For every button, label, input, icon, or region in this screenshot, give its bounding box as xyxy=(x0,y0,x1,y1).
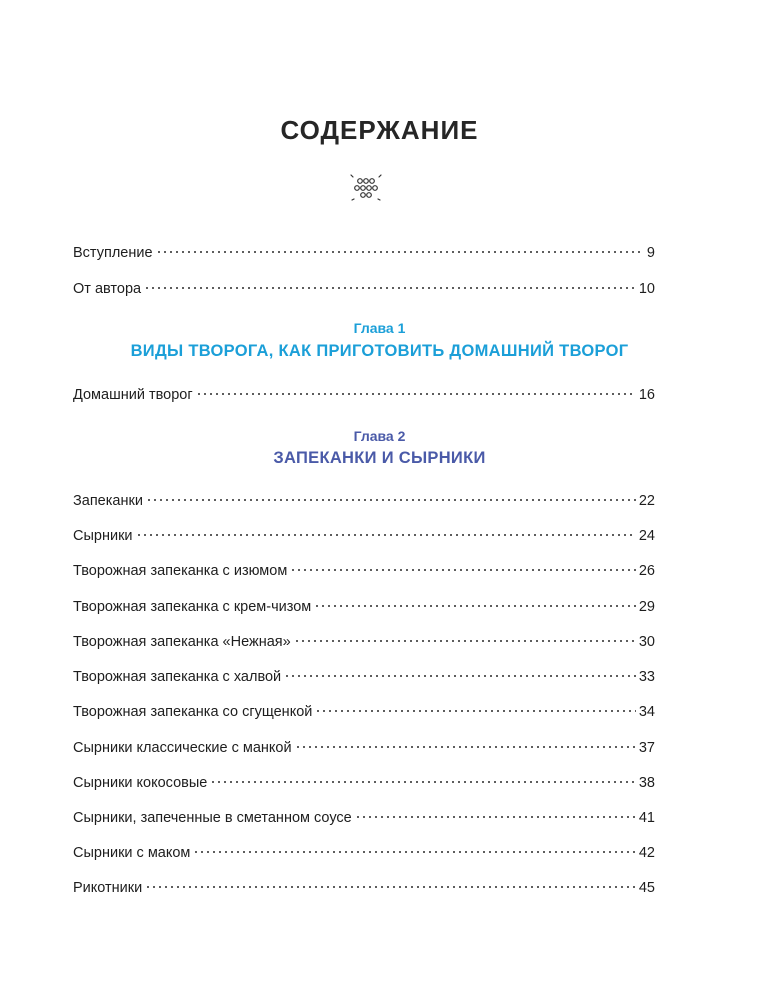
decorative-ornament-icon xyxy=(346,168,386,208)
toc-entry-label: Сырники xyxy=(73,528,133,544)
toc-entry-label: Вступление xyxy=(73,245,153,261)
dot-leader xyxy=(146,483,636,505)
dot-leader xyxy=(136,518,636,540)
page-title: СОДЕРЖАНИЕ xyxy=(280,115,479,145)
toc-entry-label: Творожная запеканка с изюмом xyxy=(73,563,288,579)
toc-entry-label: Сырники кокосовые xyxy=(73,775,208,791)
toc-entry-label: Сырники с маком xyxy=(73,845,191,861)
toc-entry[interactable] xyxy=(73,271,655,297)
toc-entry[interactable] xyxy=(73,659,655,685)
toc-entry-label: От автора xyxy=(73,281,142,297)
toc-entry-page: 38 xyxy=(638,775,655,791)
toc-entry-page: 22 xyxy=(638,493,655,509)
toc-entry-page: 33 xyxy=(638,669,655,685)
toc-entry[interactable] xyxy=(73,765,655,791)
toc-entry[interactable] xyxy=(73,377,655,403)
toc-entry-label: Сырники классические с манкой xyxy=(73,740,292,756)
toc-entry-label: Творожная запеканка с крем-чизом xyxy=(73,599,312,615)
toc-entry[interactable] xyxy=(73,835,655,861)
toc-entry-page: 29 xyxy=(638,599,655,615)
dot-leader xyxy=(290,553,636,575)
toc-entry-page: 9 xyxy=(646,245,655,261)
dot-leader xyxy=(284,659,636,681)
toc-entry-page: 10 xyxy=(638,281,655,297)
toc-entry[interactable] xyxy=(73,518,655,544)
toc-entry[interactable] xyxy=(73,235,655,261)
toc-entry-page: 41 xyxy=(638,810,655,826)
chapter-number: Глава 1 xyxy=(353,320,406,336)
toc-entry[interactable] xyxy=(73,800,655,826)
toc-entry-page: 42 xyxy=(638,845,655,861)
dot-leader xyxy=(315,694,635,716)
toc-entry-label: Творожная запеканка с халвой xyxy=(73,669,282,685)
chapter-number: Глава 2 xyxy=(353,428,406,444)
dot-leader xyxy=(294,624,636,646)
toc-entry-page: 45 xyxy=(638,880,655,896)
toc-entry-label: Творожная запеканка «Нежная» xyxy=(73,634,291,650)
toc-entry-label: Запеканки xyxy=(73,493,143,509)
dot-leader xyxy=(295,730,636,752)
dot-leader xyxy=(156,235,644,257)
toc-entry-page: 24 xyxy=(638,528,655,544)
toc-entry-page: 34 xyxy=(638,704,655,720)
toc-entry[interactable] xyxy=(73,870,655,896)
toc-entry[interactable] xyxy=(73,730,655,756)
dot-leader xyxy=(210,765,636,787)
toc-entry-label: Сырники, запеченные в сметанном соусе xyxy=(73,810,352,826)
dot-leader xyxy=(314,589,636,611)
dot-leader xyxy=(144,271,636,293)
toc-entry-page: 16 xyxy=(638,387,655,403)
toc-entry-label: Творожная запеканка со сгущенкой xyxy=(73,704,313,720)
dot-leader xyxy=(145,870,636,892)
toc-entry-page: 30 xyxy=(638,634,655,650)
toc-entry-page: 26 xyxy=(638,563,655,579)
toc-entry[interactable] xyxy=(73,589,655,615)
dot-leader xyxy=(355,800,636,822)
chapter-title: ЗАПЕКАНКИ И СЫРНИКИ xyxy=(273,449,486,467)
dot-leader xyxy=(193,835,635,857)
toc-entry-page: 37 xyxy=(638,740,655,756)
dot-leader xyxy=(196,377,636,399)
toc-entry[interactable] xyxy=(73,694,655,720)
toc-entry[interactable] xyxy=(73,483,655,509)
toc-entry-label: Рикотники xyxy=(73,880,143,896)
chapter-title: ВИДЫ ТВОРОГА, КАК ПРИГОТОВИТЬ ДОМАШНИЙ ТВОРОГ xyxy=(130,342,629,360)
toc-entry[interactable] xyxy=(73,624,655,650)
toc-entry-label: Домашний творог xyxy=(73,387,193,403)
toc-entry[interactable] xyxy=(73,553,655,579)
